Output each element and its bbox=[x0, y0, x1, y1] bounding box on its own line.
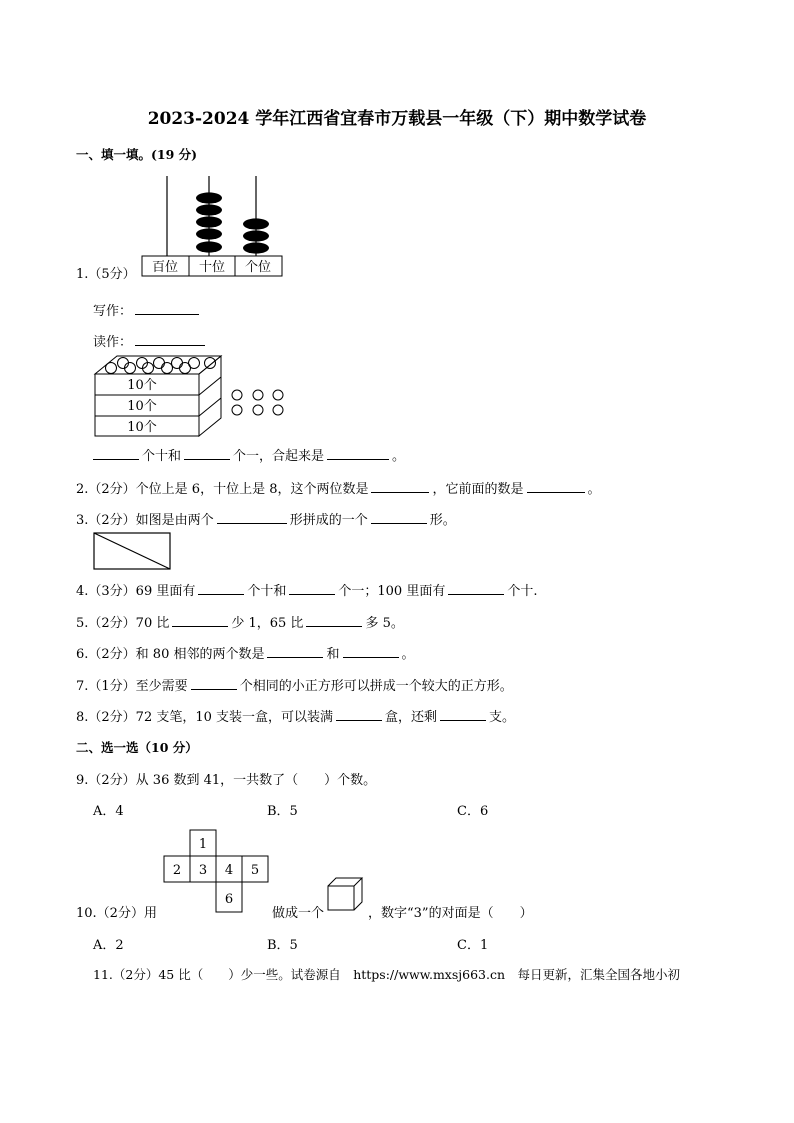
text: 3.（2分）如图是由两个 bbox=[76, 513, 214, 528]
abacus-figure bbox=[140, 172, 286, 278]
net-face: 6 bbox=[224, 892, 234, 907]
abacus-bead bbox=[196, 216, 222, 227]
text: ，它前面的数是 bbox=[432, 482, 524, 497]
question-1-prefix: 1.（5分） bbox=[76, 267, 136, 282]
text: 6.（2分）和 80 相邻的两个数是 bbox=[76, 647, 265, 662]
abacus-bead bbox=[196, 241, 222, 252]
text: 个一；100 里面有 bbox=[338, 584, 446, 599]
text: 5.（2分）70 比 bbox=[76, 616, 170, 631]
answer-blank[interactable] bbox=[172, 613, 228, 627]
question-1-sum-row bbox=[93, 445, 405, 464]
answer-blank[interactable] bbox=[448, 581, 504, 595]
question-5 bbox=[76, 612, 404, 631]
question-4 bbox=[76, 580, 537, 599]
box-label: 10个 bbox=[127, 420, 157, 435]
text: 。 bbox=[392, 449, 406, 464]
net-face: 2 bbox=[172, 863, 182, 878]
text: 。 bbox=[401, 647, 415, 662]
text: 7.（1分）至少需要 bbox=[76, 679, 188, 694]
text: 个十和 bbox=[142, 449, 182, 464]
question-6 bbox=[76, 643, 415, 662]
abacus-bead bbox=[196, 192, 222, 203]
answer-blank[interactable] bbox=[93, 446, 139, 460]
text: 8.（2分）72 支笔，10 支装一盒，可以装满 bbox=[76, 710, 334, 725]
answer-blank[interactable] bbox=[371, 479, 429, 493]
text: 形拼成的一个 bbox=[289, 513, 368, 528]
box-label: 10个 bbox=[127, 378, 157, 393]
text: 个十和 bbox=[247, 584, 287, 599]
text: 。 bbox=[587, 482, 601, 497]
question-1-write-row bbox=[93, 300, 202, 319]
answer-blank[interactable] bbox=[135, 332, 205, 346]
abacus-beads-tens bbox=[196, 192, 222, 252]
cube-icon bbox=[326, 876, 366, 912]
section-1-heading: 一、填一填。(19 分) bbox=[76, 147, 198, 162]
abacus-label-hundreds: 百位 bbox=[151, 260, 179, 275]
answer-blank[interactable] bbox=[184, 446, 230, 460]
abacus-bead bbox=[196, 204, 222, 215]
rectangle-diagonal-figure bbox=[93, 531, 173, 571]
question-1-read-row bbox=[93, 331, 208, 350]
question-9: 9.（2分）从 36 数到 41，一共数了（ ）个数。 bbox=[76, 773, 377, 788]
abacus-bead bbox=[243, 242, 269, 253]
question-3 bbox=[76, 509, 456, 528]
answer-blank[interactable] bbox=[327, 446, 389, 460]
abacus-bead bbox=[196, 228, 222, 239]
answer-blank[interactable] bbox=[135, 301, 199, 315]
box-label: 10个 bbox=[127, 399, 157, 414]
question-2 bbox=[76, 478, 601, 497]
write-label: 写作： bbox=[93, 304, 133, 319]
question-10-suffix: ，数字“3”的对面是（ ） bbox=[368, 906, 533, 921]
answer-blank[interactable] bbox=[440, 707, 486, 721]
question-10-mid: 做成一个 bbox=[272, 906, 325, 921]
answer-blank[interactable] bbox=[267, 644, 323, 658]
text: 2.（2分）个位上是 6，十位上是 8，这个两位数是 bbox=[76, 482, 369, 497]
abacus-label-ones: 个位 bbox=[244, 260, 272, 275]
question-8 bbox=[76, 706, 515, 725]
answer-blank[interactable] bbox=[289, 581, 335, 595]
answer-blank[interactable] bbox=[198, 581, 244, 595]
tens-bundle-figure bbox=[90, 352, 290, 440]
text: 和 bbox=[326, 647, 340, 662]
answer-blank[interactable] bbox=[343, 644, 399, 658]
net-face: 5 bbox=[250, 863, 260, 878]
answer-blank[interactable] bbox=[371, 510, 427, 524]
text: 支。 bbox=[489, 710, 516, 725]
text: 多 5。 bbox=[365, 616, 404, 631]
question-11: 11.（2分）45 比（ ）少一些。试卷源自 https://www.mxsj663.cn 每日更新，汇集全国各地小初 bbox=[93, 967, 681, 982]
abacus-bead bbox=[243, 230, 269, 241]
cube-net-figure bbox=[162, 828, 274, 916]
text: 少 1，65 比 bbox=[231, 616, 304, 631]
option-a[interactable]: A．4 bbox=[93, 804, 124, 819]
text: 盒，还剩 bbox=[385, 710, 438, 725]
answer-blank[interactable] bbox=[336, 707, 382, 721]
abacus-beads-ones bbox=[243, 218, 269, 253]
question-7 bbox=[76, 675, 513, 694]
answer-blank[interactable] bbox=[527, 479, 585, 493]
net-face: 1 bbox=[198, 837, 208, 852]
page-title: 2023-2024 学年江西省宜春市万载县一年级（下）期中数学试卷 bbox=[147, 109, 647, 129]
question-10-prefix: 10.（2分）用 bbox=[76, 906, 157, 921]
option-b[interactable]: B．5 bbox=[267, 804, 298, 819]
text: 个一，合起来是 bbox=[233, 449, 325, 464]
net-face: 4 bbox=[224, 863, 234, 878]
read-label: 读作： bbox=[93, 335, 133, 350]
loose-ones bbox=[232, 390, 283, 415]
text: 4.（3分）69 里面有 bbox=[76, 584, 196, 599]
abacus-bead bbox=[243, 218, 269, 229]
answer-blank[interactable] bbox=[217, 510, 287, 524]
option-c[interactable]: C．1 bbox=[457, 938, 489, 953]
answer-blank[interactable] bbox=[306, 613, 362, 627]
text: 形。 bbox=[429, 513, 456, 528]
text: 个相同的小正方形可以拼成一个较大的正方形。 bbox=[239, 679, 513, 694]
text: 个十. bbox=[507, 584, 538, 599]
option-a[interactable]: A．2 bbox=[93, 938, 124, 953]
abacus-label-tens: 十位 bbox=[198, 260, 226, 275]
answer-blank[interactable] bbox=[191, 676, 237, 690]
option-b[interactable]: B．5 bbox=[267, 938, 298, 953]
option-c[interactable]: C．6 bbox=[457, 804, 489, 819]
section-2-heading: 二、选一选（10 分） bbox=[76, 740, 198, 755]
net-face: 3 bbox=[198, 863, 208, 878]
